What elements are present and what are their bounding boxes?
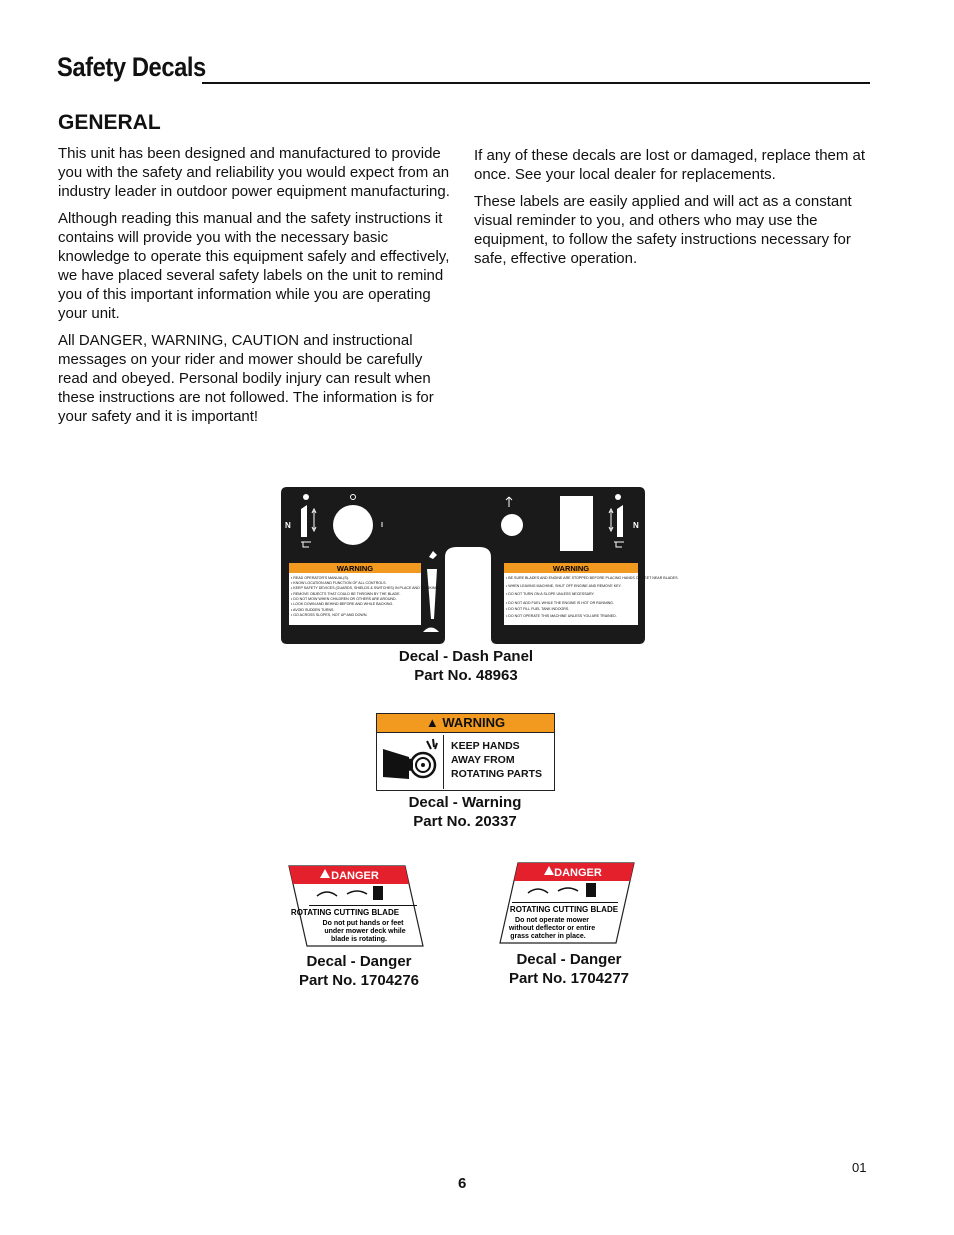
danger-subtitle: ROTATING CUTTING BLADE xyxy=(290,908,400,917)
paragraph: If any of these decals are lost or damaged, replace them at once. See your local dealer for replacements. xyxy=(474,147,866,183)
danger-decal-1 xyxy=(287,864,425,948)
danger-decal-2 xyxy=(498,861,636,945)
danger-line: Do not put hands or feet xyxy=(322,920,404,927)
dash-panel-decal xyxy=(281,487,679,644)
warning-line: ROTATING PARTS xyxy=(451,768,542,780)
light-icon xyxy=(303,494,309,500)
warning-header xyxy=(377,714,554,733)
danger-line: blade is rotating. xyxy=(330,936,388,943)
dash-right-line: • WHEN LEAVING MACHINE, SHUT OFF ENGINE AND REMOVE KEY. xyxy=(506,584,622,588)
dash-left-line: • READ OPERATOR'S MANUAL(S). xyxy=(291,576,349,580)
dash-left-line: • DO NOT MOW WHEN CHILDREN OR OTHERS ARE AROUND. xyxy=(291,597,397,601)
foot-icon xyxy=(586,883,596,897)
rotating-parts-icon xyxy=(379,735,444,789)
warning-triangle-icon: ▲ xyxy=(425,715,443,730)
dash-warning-left: WARNING xyxy=(336,564,374,573)
warning-label: WARNING xyxy=(442,715,506,730)
decal-part: Part No. 48963 xyxy=(414,667,518,684)
section-heading: GENERAL xyxy=(58,111,161,134)
dash-left-line: • AVOID SUDDEN TURNS. xyxy=(291,608,335,612)
light-icon xyxy=(615,494,621,500)
decal-name: Decal - Warning xyxy=(408,794,522,811)
decal-name: Decal - Danger xyxy=(306,953,412,970)
dash-caption xyxy=(366,647,566,685)
dash-left-line: • REMOVE OBJECTS THAT COULD BE THROWN BY THE BLADE. xyxy=(291,592,401,596)
dash-left-line: • LOOK DOWN AND BEHIND BEFORE AND WHILE BACKING. xyxy=(291,602,394,606)
page-number: 6 xyxy=(458,1175,467,1192)
danger-label: DANGER xyxy=(554,867,602,879)
warning-caption xyxy=(365,793,565,831)
warning-text xyxy=(451,739,542,781)
danger-line: grass catcher in place. xyxy=(510,933,586,940)
dash-right-line: • DO NOT FILL FUEL TANK INDOORS. xyxy=(506,607,570,611)
decal-part: Part No. 1704276 xyxy=(298,972,420,989)
n-right-label: N xyxy=(633,521,639,530)
decal-name: Decal - Danger xyxy=(516,951,622,968)
ignition-knob xyxy=(333,505,373,545)
danger-line: under mower deck while xyxy=(324,928,406,935)
danger-subtitle: ROTATING CUTTING BLADE xyxy=(509,905,619,914)
dash-left-line: • GO ACROSS SLOPES, NOT UP AND DOWN. xyxy=(291,613,368,617)
warning-line: KEEP HANDS xyxy=(451,740,520,752)
dash-right-line: • DO NOT ADD FUEL WHILE THE ENGINE IS HOT OR RUNNING. xyxy=(506,601,614,605)
dash-right-line: • DO NOT TURN ON A SLOPE UNLESS NECESSARY. xyxy=(506,592,595,596)
dash-right-line: • DO NOT OPERATE THIS MACHINE UNLESS YOU ARE TRAINED. xyxy=(506,614,617,618)
page-title: Safety Decals xyxy=(57,52,206,82)
danger-line: without deflector or entire xyxy=(508,925,596,932)
lever-icon xyxy=(301,505,307,537)
paragraph: All DANGER, WARNING, CAUTION and instructional messages on your rider and mower should be carefully read and obeyed. Personal bodily injury can result when these instructions are not followed. The information is for your safety and it is important! xyxy=(58,332,434,425)
danger2-caption xyxy=(469,950,669,988)
warning-decal xyxy=(376,713,555,791)
hour-meter xyxy=(560,496,593,551)
revision-code: 01 xyxy=(852,1160,867,1175)
left-column xyxy=(58,144,453,434)
paragraph: These labels are easily applied and will act as a constant visual reminder to you, and others who may use the equipment, to follow the safety instructions necessary for safe, effective operation. xyxy=(474,193,852,267)
dash-left-line: • KNOW LOCATION AND FUNCTION OF ALL CONTROLS. xyxy=(291,581,387,585)
paragraph: This unit has been designed and manufactured to provide you with the safety and reliability you would expect from an industry leader in outdoor power equipment manufacturing. xyxy=(58,145,450,200)
warning-line: AWAY FROM xyxy=(451,754,515,766)
decal-name: Decal - Dash Panel xyxy=(398,648,534,665)
right-column xyxy=(474,146,874,276)
dash-right-line: • BE SURE BLADES AND ENGINE ARE STOPPED BEFORE PLACING HANDS OR FEET NEAR BLADES. xyxy=(506,576,679,580)
lever-icon xyxy=(617,505,623,537)
choke-knob xyxy=(501,514,523,536)
danger-label: DANGER xyxy=(331,870,379,882)
dash-warning-right: WARNING xyxy=(552,564,590,573)
decal-part: Part No. 1704277 xyxy=(508,970,630,987)
decal-part: Part No. 20337 xyxy=(413,813,517,830)
danger1-caption xyxy=(259,952,459,990)
dash-left-line: • KEEP SAFETY DEVICES (GUARDS, SHIELDS & SWITCHES) IN PLACE AND WORKING. xyxy=(291,586,440,590)
n-left-label: N xyxy=(285,521,291,530)
title-rule xyxy=(202,82,870,84)
danger-line: Do not operate mower xyxy=(515,917,589,924)
paragraph: Although reading this manual and the safety instructions it contains will provide you with the necessary basic knowledge to operate this equipment safely and effectively, we have placed several safety labels on the unit to remind you of this important information while you are operating your unit. xyxy=(58,210,450,322)
foot-icon xyxy=(373,886,383,900)
